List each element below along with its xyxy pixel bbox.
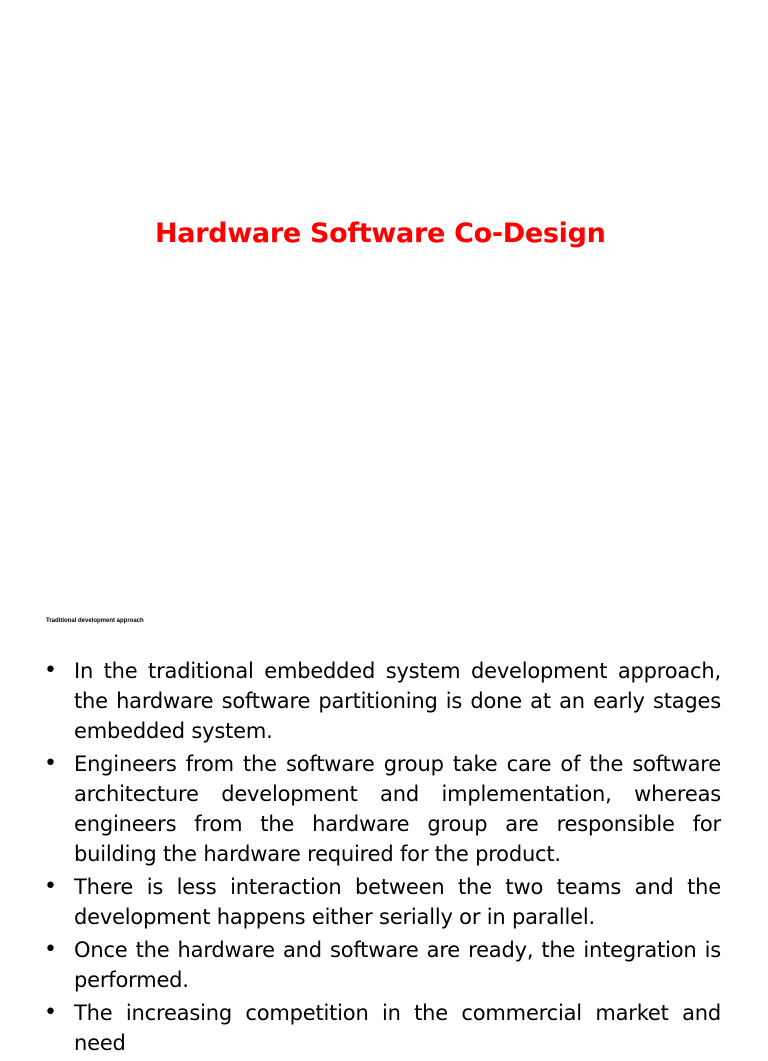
bullet-dot-icon: • xyxy=(44,937,57,962)
bullet-text: There is less interaction between the two teams and the development happens either serially or in parallel. xyxy=(74,875,721,929)
list-item xyxy=(0,872,768,932)
slide-subheading: Traditional development approach xyxy=(46,618,144,624)
bullet-dot-icon: • xyxy=(44,751,57,776)
bullet-text: The increasing competition in the commercial market and need xyxy=(74,1001,721,1055)
list-item xyxy=(0,656,768,746)
slide-title: Hardware Software Co-Design xyxy=(155,218,606,249)
bullet-text: Once the hardware and software are ready, the integration is performed. xyxy=(74,938,721,992)
bullet-dot-icon: • xyxy=(44,658,57,683)
bullet-dot-icon: • xyxy=(44,874,57,899)
bullet-text: In the traditional embedded system development approach, the hardware software partitioning is done at an early stages embedded system. xyxy=(74,659,721,743)
list-item xyxy=(0,749,768,869)
list-item xyxy=(0,935,768,995)
bullet-list xyxy=(0,656,768,1061)
list-item xyxy=(0,998,768,1058)
bullet-dot-icon: • xyxy=(44,1000,57,1025)
bullet-text: Engineers from the software group take care of the software architecture development and implementation, whereas engineers from the hardware group are responsible for building the hardware required for the product. xyxy=(74,752,721,866)
